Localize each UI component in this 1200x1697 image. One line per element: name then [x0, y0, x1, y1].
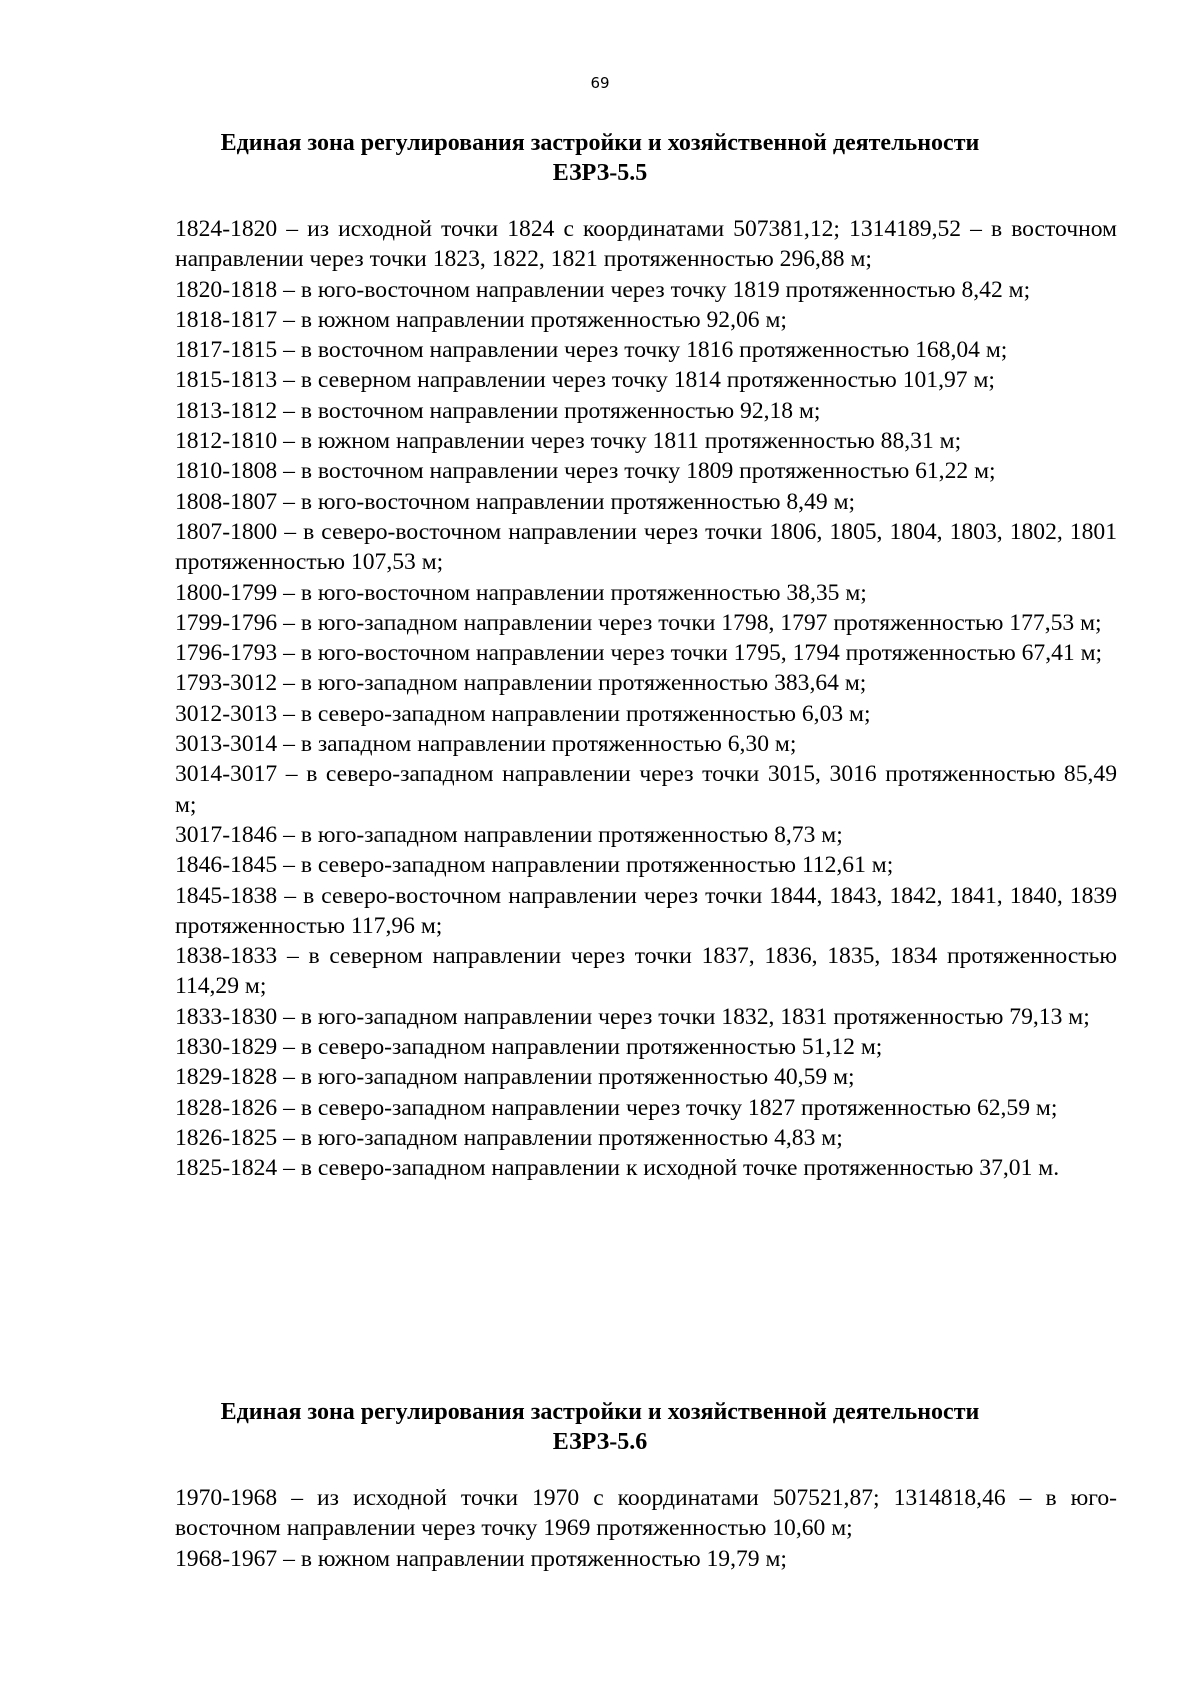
section-1-title: Единая зона регулирования застройки и хозяйственной деятельности: [220, 130, 980, 156]
page-number: 69: [590, 74, 610, 92]
boundary-segment: 1833-1830 – в юго-западном направлении через точки 1832, 1831 протяженностью 79,13 м;: [175, 1003, 1090, 1030]
boundary-segment: 3013-3014 – в западном направлении протяженностью 6,30 м;: [175, 731, 797, 758]
boundary-segment: 3012-3013 – в северо-западном направлении протяженностью 6,03 м;: [175, 700, 871, 727]
section-2-code: ЕЗРЗ-5.6: [552, 1429, 648, 1455]
boundary-segment: 1826-1825 – в юго-западном направлении протяженностью 4,83 м;: [175, 1124, 843, 1151]
boundary-segment: 1820-1818 – в юго-восточном направлении через точку 1819 протяженностью 8,42 м;: [175, 276, 1031, 303]
boundary-segment: 1818-1817 – в южном направлении протяженностью 92,06 м;: [175, 306, 787, 333]
boundary-segment: 1793-3012 – в юго-западном направлении протяженностью 383,64 м;: [175, 670, 867, 697]
boundary-segment: 1807-1800 – в северо-восточном направлении через точки 1806, 1805, 1804, 1803, 1802, 1801 протяженностью 107,53 м;: [175, 518, 1117, 576]
boundary-segment: 3014-3017 – в северо-западном направлении через точки 3015, 3016 протяженностью 85,49 м;: [175, 761, 1117, 818]
boundary-segment: 1846-1845 – в северо-западном направлении протяженностью 112,61 м;: [175, 852, 894, 879]
boundary-segment: 1838-1833 – в северном направлении через точки 1837, 1836, 1835, 1834 протяженностью 114,29 м;: [175, 943, 1117, 1000]
boundary-segment: 1808-1807 – в юго-восточном направлении протяженностью 8,49 м;: [175, 488, 856, 515]
boundary-segment: 1817-1815 – в восточном направлении через точку 1816 протяженностью 168,04 м;: [175, 337, 1008, 364]
section-2-heading: [0, 1397, 1200, 1457]
boundary-segment: 1824-1820 – из исходной точки 1824 с координатами 507381,12; 1314189,52 – в восточном направлении через точки 1823, 1822, 1821 протяженностью 296,88 м;: [175, 216, 1117, 273]
boundary-segment: 1968-1967 – в южном направлении протяженностью 19,79 м;: [175, 1545, 787, 1572]
boundary-segment: 1829-1828 – в юго-западном направлении протяженностью 40,59 м;: [175, 1064, 855, 1091]
boundary-segment: 1812-1810 – в южном направлении через точку 1811 протяженностью 88,31 м;: [175, 428, 962, 455]
boundary-segment: 1815-1813 – в северном направлении через точку 1814 протяженностью 101,97 м;: [175, 367, 995, 394]
boundary-segment: 1830-1829 – в северо-западном направлении протяженностью 51,12 м;: [175, 1034, 883, 1061]
section-1-body: [175, 214, 1117, 1184]
section-2-title: Единая зона регулирования застройки и хозяйственной деятельности: [220, 1399, 980, 1425]
boundary-segment: 1845-1838 – в северо-восточном направлении через точки 1844, 1843, 1842, 1841, 1840, 1839 протяженностью 117,96 м;: [175, 882, 1117, 939]
boundary-segment: 1796-1793 – в юго-восточном направлении через точки 1795, 1794 протяженностью 67,41 м;: [175, 640, 1103, 667]
boundary-segment: 1813-1812 – в восточном направлении протяженностью 92,18 м;: [175, 397, 821, 424]
boundary-segment: 1970-1968 – из исходной точки 1970 с координатами 507521,87; 1314818,46 – в юго-восточном направлении через точку 1969 протяженностью 10,60 м;: [175, 1485, 1117, 1542]
boundary-segment: 1825-1824 – в северо-западном направлении к исходной точке протяженностью 37,01 м.: [175, 1155, 1060, 1182]
section-1-code: ЕЗРЗ-5.5: [552, 160, 648, 186]
boundary-segment: 3017-1846 – в юго-западном направлении протяженностью 8,73 м;: [175, 821, 843, 848]
section-1-heading: [0, 128, 1200, 188]
boundary-segment: 1800-1799 – в юго-восточном направлении протяженностью 38,35 м;: [175, 579, 867, 606]
boundary-segment: 1810-1808 – в восточном направлении через точку 1809 протяженностью 61,22 м;: [175, 458, 996, 485]
boundary-segment: 1828-1826 – в северо-западном направлении через точку 1827 протяженностью 62,59 м;: [175, 1094, 1058, 1121]
boundary-segment: 1799-1796 – в юго-западном направлении через точки 1798, 1797 протяженностью 177,53 м;: [175, 609, 1102, 636]
section-2-body: [175, 1483, 1117, 1574]
